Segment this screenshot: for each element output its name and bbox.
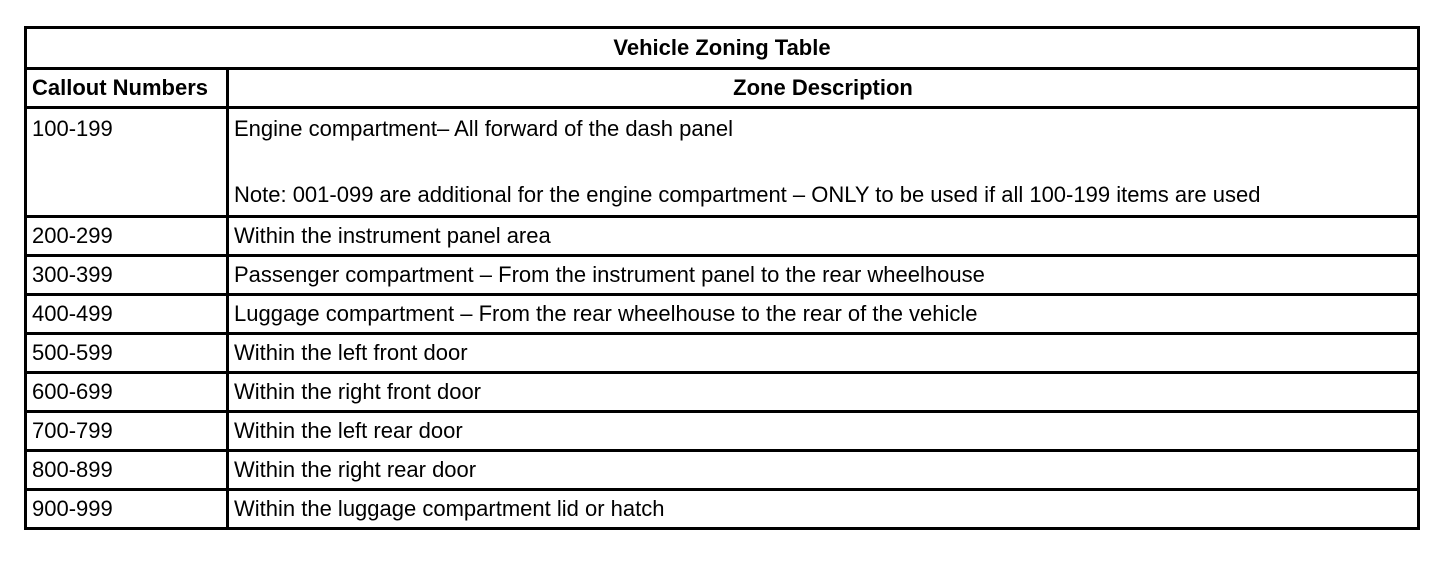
table-title-row — [26, 28, 1419, 69]
description-note: Note: 001-099 are additional for the engine compartment – ONLY to be used if all 100-199 items are used — [234, 182, 1261, 207]
callout-cell: 900-999 — [26, 490, 228, 529]
table-row — [26, 490, 1419, 529]
table-row — [26, 334, 1419, 373]
callout-cell: 300-399 — [26, 256, 228, 295]
description-cell: Passenger compartment – From the instrument panel to the rear wheelhouse — [228, 256, 1419, 295]
description-cell: Within the right rear door — [228, 451, 1419, 490]
table-title: Vehicle Zoning Table — [26, 28, 1419, 69]
vehicle-zoning-table — [24, 26, 1420, 530]
table-row — [26, 108, 1419, 217]
callout-cell: 600-699 — [26, 373, 228, 412]
callout-cell: 200-299 — [26, 217, 228, 256]
description-cell: Within the instrument panel area — [228, 217, 1419, 256]
table-row — [26, 451, 1419, 490]
callout-cell: 800-899 — [26, 451, 228, 490]
callout-cell — [26, 108, 228, 217]
table-header-row — [26, 69, 1419, 108]
header-callout-numbers: Callout Numbers — [26, 69, 228, 108]
callout-cell: 500-599 — [26, 334, 228, 373]
table-row — [26, 295, 1419, 334]
table-row — [26, 412, 1419, 451]
description-cell: Within the left front door — [228, 334, 1419, 373]
description-cell — [228, 108, 1419, 217]
description-value: Engine compartment– All forward of the dash panel — [234, 116, 733, 141]
table-row — [26, 217, 1419, 256]
table-row — [26, 256, 1419, 295]
callout-value: 100-199 — [32, 116, 113, 141]
callout-cell: 400-499 — [26, 295, 228, 334]
description-cell: Luggage compartment – From the rear wheelhouse to the rear of the vehicle — [228, 295, 1419, 334]
description-cell: Within the right front door — [228, 373, 1419, 412]
description-cell: Within the luggage compartment lid or hatch — [228, 490, 1419, 529]
description-cell: Within the left rear door — [228, 412, 1419, 451]
header-zone-description: Zone Description — [228, 69, 1419, 108]
table-row — [26, 373, 1419, 412]
callout-cell: 700-799 — [26, 412, 228, 451]
